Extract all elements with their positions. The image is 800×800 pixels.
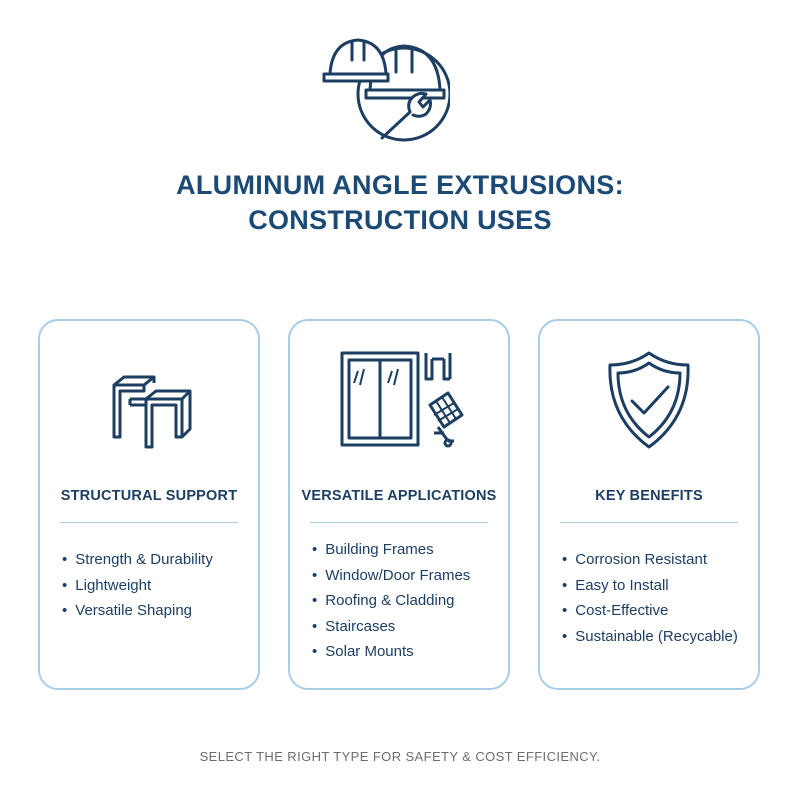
page-title bbox=[0, 168, 800, 238]
title-line-2: CONSTRUCTION USES bbox=[248, 205, 552, 235]
list-item: • Cost-Effective bbox=[562, 598, 738, 624]
list-item: • Staircases bbox=[312, 614, 470, 640]
list-item: • Building Frames bbox=[312, 537, 470, 563]
list-item: • Corrosion Resistant bbox=[562, 547, 738, 573]
card-title: STRUCTURAL SUPPORT bbox=[60, 488, 238, 504]
feature-list bbox=[562, 547, 738, 649]
list-item: • Roofing & Cladding bbox=[312, 588, 470, 614]
card-key-benefits bbox=[538, 319, 760, 690]
feature-list bbox=[62, 547, 213, 624]
card-structural-support bbox=[38, 319, 260, 690]
list-item: • Lightweight bbox=[62, 573, 213, 599]
card-versatile-applications bbox=[288, 319, 510, 690]
footer-tagline: SELECT THE RIGHT TYPE FOR SAFETY & COST EFFICIENCY. bbox=[199, 749, 601, 764]
shield-check-icon bbox=[540, 345, 758, 455]
list-item: • Solar Mounts bbox=[312, 639, 470, 665]
feature-list bbox=[312, 537, 470, 665]
title-line-1: ALUMINUM ANGLE EXTRUSIONS: bbox=[176, 170, 624, 200]
list-item: • Easy to Install bbox=[562, 573, 738, 599]
window-solar-panel-icon bbox=[290, 345, 508, 455]
list-item: • Sustainable (Recycable) bbox=[562, 624, 738, 650]
structural-frame-icon bbox=[40, 345, 258, 455]
hard-hat-wrench-icon bbox=[320, 32, 450, 150]
divider bbox=[560, 522, 738, 523]
divider bbox=[60, 522, 238, 523]
list-item: • Window/Door Frames bbox=[312, 563, 470, 589]
card-title: VERSATILE APPLICATIONS bbox=[301, 488, 497, 504]
list-item: • Strength & Durability bbox=[62, 547, 213, 573]
list-item: • Versatile Shaping bbox=[62, 598, 213, 624]
card-title: KEY BENEFITS bbox=[595, 488, 703, 504]
divider bbox=[310, 522, 488, 523]
